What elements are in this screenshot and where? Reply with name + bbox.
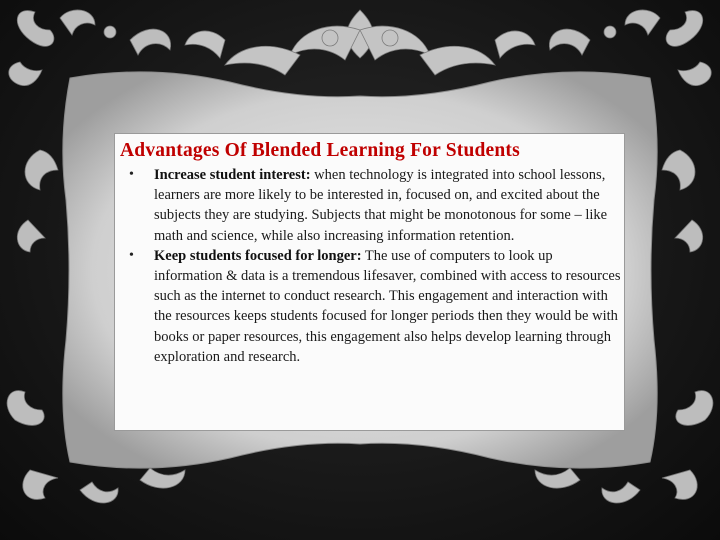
- right-side-ornament: [662, 150, 703, 252]
- bullet-glyph: •: [129, 167, 134, 182]
- bullet-lead: Increase student interest:: [154, 167, 311, 183]
- bullet-text: The use of computers to look up information & data is a tremendous lifesaver, combined with access to resources such as the internet to conduct research. This engagement and interaction with the resources keeps students focused for longer periods then they would be with books or paper resources, this engagement also helps develop learning through exploration and research.: [154, 247, 621, 365]
- bullet-item: [121, 165, 621, 246]
- bullet-text: when technology is integrated into school lessons, learners are more likely to be interested in, focused on, and excited about the subjects they are studying. Subjects that might be monotonous for some – like math and science, while also increasing information retention.: [154, 167, 608, 244]
- top-ornament: [185, 10, 535, 75]
- bullet-glyph: •: [129, 247, 134, 263]
- bullet-lead: Keep students focused for longer:: [154, 247, 362, 264]
- bullet-list: [121, 165, 621, 367]
- bullet-item: [121, 246, 621, 367]
- slide-title: Advantages Of Blended Learning For Students: [120, 140, 520, 161]
- left-side-ornament: [17, 150, 58, 252]
